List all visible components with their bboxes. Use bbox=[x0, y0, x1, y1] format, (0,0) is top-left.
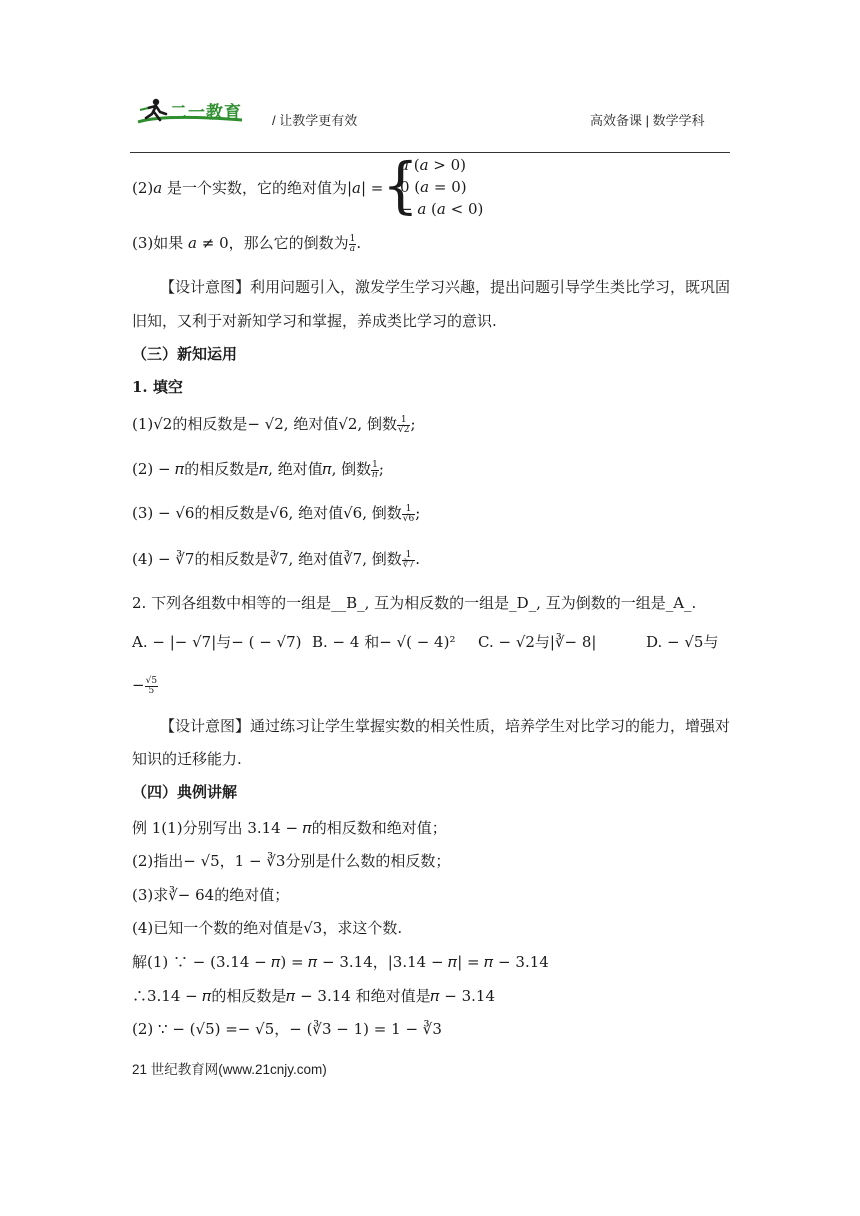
fraction-num: 1 bbox=[402, 551, 415, 561]
q1-item-1-text: (1)√2的相反数是− √2, 绝对值√2, 倒数 bbox=[132, 415, 397, 433]
fraction-den: √2 bbox=[397, 424, 410, 435]
minus-sign: − bbox=[132, 676, 145, 694]
option-b: B. − 4 和− √( − 4)² bbox=[312, 633, 456, 651]
abs-def-lead: (2)𝑎 是一个实数，它的绝对值为|𝑎| = bbox=[132, 179, 384, 197]
header-slogan: / 让教学更有效 bbox=[272, 113, 358, 128]
solution-line-2: ∴3.14 − 𝜋的相反数是𝜋 − 3.14 和绝对值是𝜋 − 3.14 bbox=[132, 987, 496, 1005]
design-intent-1b: 旧知，又利于对新知学习和掌握，养成类比学习的意识. bbox=[132, 312, 497, 330]
fraction bbox=[402, 551, 415, 570]
option-a: A. − |− √7|与− ( − √7) bbox=[132, 633, 302, 651]
brace: { bbox=[382, 149, 419, 221]
abs-case-3: − 𝑎 (𝑎 < 0) bbox=[400, 200, 484, 218]
q1-item-3 bbox=[132, 502, 420, 524]
design-intent-2b: 知识的迁移能力. bbox=[132, 750, 242, 768]
design-intent-2a: 【设计意图】通过练习让学生掌握实数的相关性质，培养学生对比学习的能力，增强对 bbox=[160, 717, 731, 735]
example-1-part-1: 例 1(1)分别写出 3.14 − 𝜋的相反数和绝对值； bbox=[132, 819, 447, 837]
fraction-den: 5 bbox=[148, 685, 155, 696]
option-d-continued bbox=[132, 676, 158, 696]
fraction-den: 𝜋 bbox=[372, 469, 378, 480]
q1-item-3-text: (3) − √6的相反数是√6, 绝对值√6, 倒数 bbox=[132, 504, 402, 522]
q1-item-2 bbox=[132, 458, 384, 480]
q1-item-2-text: (2) − 𝜋的相反数是𝜋, 绝对值𝜋, 倒数 bbox=[132, 460, 372, 478]
section-3-title: （三）新知运用 bbox=[132, 345, 238, 363]
q1-item-4 bbox=[132, 548, 420, 570]
q1-item-4-text: (4) − ∛7的相反数是∛7, 绝对值∛7, 倒数 bbox=[132, 550, 402, 568]
fraction-den: ∛7 bbox=[402, 559, 415, 570]
punct: ; bbox=[378, 460, 384, 478]
fraction-num: 1 bbox=[372, 459, 378, 470]
design-intent-1a: 【设计意图】利用问题引入，激发学生学习兴趣，提出问题引导学生类比学习，既巩固 bbox=[160, 278, 731, 296]
fraction bbox=[371, 461, 379, 480]
reciprocal-line bbox=[132, 232, 361, 254]
option-c: C. − √2与|∛− 8| bbox=[478, 633, 597, 651]
abs-case-2: 0 (𝑎 = 0) bbox=[400, 178, 467, 196]
q1-title: 1. 填空 bbox=[132, 378, 183, 396]
punct: ; bbox=[410, 415, 416, 433]
solution-line-1: 解(1) ∵ − (3.14 − 𝜋) = 𝜋 − 3.14，|3.14 − 𝜋| = 𝜋 − 3.14 bbox=[132, 953, 549, 971]
header-divider bbox=[130, 152, 730, 153]
example-1-part-3: (3)求∛− 64的绝对值； bbox=[132, 886, 290, 904]
example-1-part-2: (2)指出− √5，1 − ∛3分别是什么数的相反数； bbox=[132, 852, 451, 870]
solution-line-3: (2) ∵ − (√5) =− √5，− (∛3 − 1) = 1 − ∛3 bbox=[132, 1020, 442, 1038]
example-1-part-4: (4)已知一个数的绝对值是√3，求这个数. bbox=[132, 919, 403, 937]
fraction-den: √6 bbox=[402, 513, 415, 524]
q1-item-1 bbox=[132, 413, 416, 435]
option-d: D. − √5与 bbox=[646, 633, 719, 651]
fraction bbox=[402, 505, 415, 524]
punct: . bbox=[356, 234, 362, 252]
fraction-num: √5 bbox=[145, 675, 158, 686]
reciprocal-text: (3)如果 𝑎 ≠ 0，那么它的倒数为 bbox=[132, 234, 349, 252]
punct: ; bbox=[415, 504, 421, 522]
fraction-den: 𝑎 bbox=[349, 243, 356, 254]
q2-text: 2. 下列各组数中相等的一组是__B_, 互为相反数的一组是_D_, 互为倒数的一组是_A_. bbox=[132, 594, 697, 612]
section-4-title: （四）典例讲解 bbox=[132, 783, 238, 801]
header-subject: 高效备课 | 数学学科 bbox=[590, 113, 705, 128]
fraction bbox=[145, 677, 158, 696]
fraction-num: 1 bbox=[402, 505, 415, 515]
fraction bbox=[397, 416, 410, 435]
footer-source: 21 世纪教育网(www.21cnjy.com) bbox=[132, 1062, 327, 1077]
fraction-num: 1 bbox=[397, 416, 410, 426]
logo-text: 二一教育 bbox=[170, 103, 242, 123]
abs-case-1: 𝑎 (𝑎 > 0) bbox=[400, 156, 467, 174]
punct: . bbox=[415, 550, 420, 568]
fraction-num: 1 bbox=[349, 233, 356, 244]
